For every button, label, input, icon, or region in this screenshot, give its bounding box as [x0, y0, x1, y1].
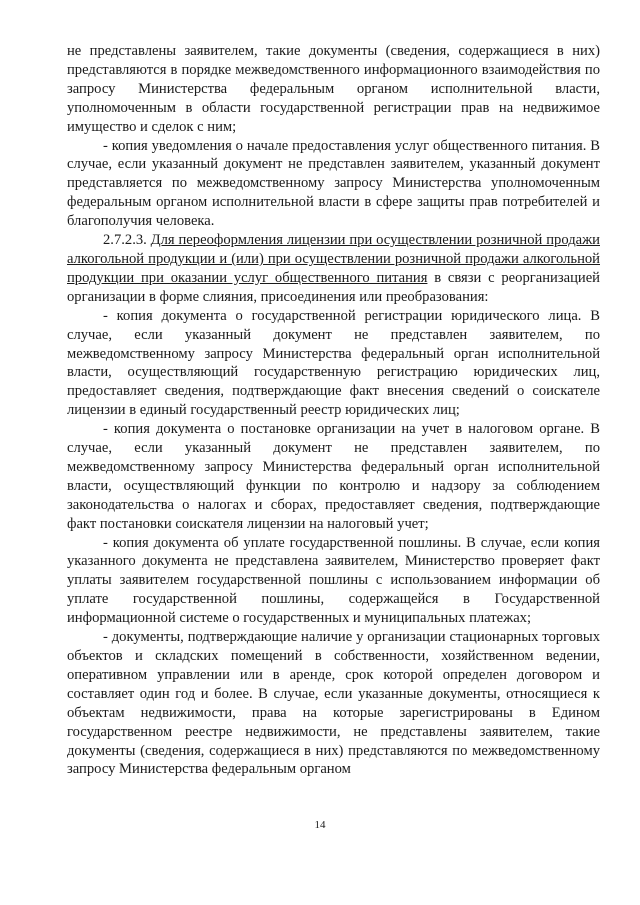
paragraph-continuation: не представлены заявителем, такие документы (сведения, содержащиеся в них) представляются в порядке межведомственного информационного взаимодействия по запросу Министерства федеральным органом исполнительной власти, уполномоченным в области государственной регистрации прав на недвижимое имущество и сделок с ним;	[67, 43, 600, 135]
section-number: 2.7.2.3.	[103, 232, 147, 249]
paragraph-catering-notice: - копия уведомления о начале предоставления услуг общественного питания. В случае, если указанный документ не представлен заявителем, указанный документ представляется по межведомственному запросу Министерства уполномоченным федеральным органом исполнительной власти в сфере защиты прав потребителей и благополучия человека.	[67, 137, 600, 230]
section-heading-underlined: Для переоформления лицензии при осуществлении розничной продажи алкогольной продукции и (или) при осуществлении розничной продажи алкогольной продукции при оказании услуг общественного питания	[67, 232, 600, 286]
paragraph-tax-registration: - копия документа о постановке организации на учет в налоговом органе. В случае, если указанный документ не представлен заявителем, по межведомственному запросу Министерства федеральный орган исполнительной власти, осуществляющий функции по контролю и надзору за соблюдением законодательства о налогах и сборах, предоставляет сведения, подтверждающие факт постановки соискателя лицензии на налоговый учет;	[67, 421, 600, 532]
section-heading-rest: в связи с реорганизацией организации в форме слияния, присоединения или преобразования:	[67, 269, 600, 305]
paragraph-registration-document: - копия документа о государственной регистрации юридического лица. В случае, если указанный документ не представлен заявителем, по межведомственному запросу Министерства федеральный орган исполнительной власти, осуществляющий государственную регистрацию юридических лиц, предоставляет сведения, подтверждающие факт внесения сведений о соискателе лицензии в единый государственный реестр юридических лиц;	[67, 307, 600, 419]
paragraph-premises-documents: - документы, подтверждающие наличие у организации стационарных торговых объектов и складских помещений в собственности, хозяйственном ведении, оперативном управлении или в аренде, срок которой определен договором и составляет один год и более. В случае, если указанные документы, относящиеся к объектам недвижимости, права на которые зарегистрированы в Едином государственном реестре недвижимости, не представлены заявителем, такие документы (сведения, содержащиеся в них) представляются по межведомственному запросу Министерства федеральным органом	[67, 629, 600, 778]
paragraph-state-fee: - копия документа об уплате государственной пошлины. В случае, если копия указанного документа не представлена заявителем, Министерство проверяет факт уплаты заявителем государственной пошлины с использованием информации об уплате государственной пошлины, содержащейся в Государственной информационной системе о государственных и муниципальных платежах;	[67, 534, 600, 627]
page-number: 14	[314, 819, 326, 831]
paragraph-section-2-7-2-3	[67, 231, 600, 307]
document-body	[67, 42, 600, 779]
